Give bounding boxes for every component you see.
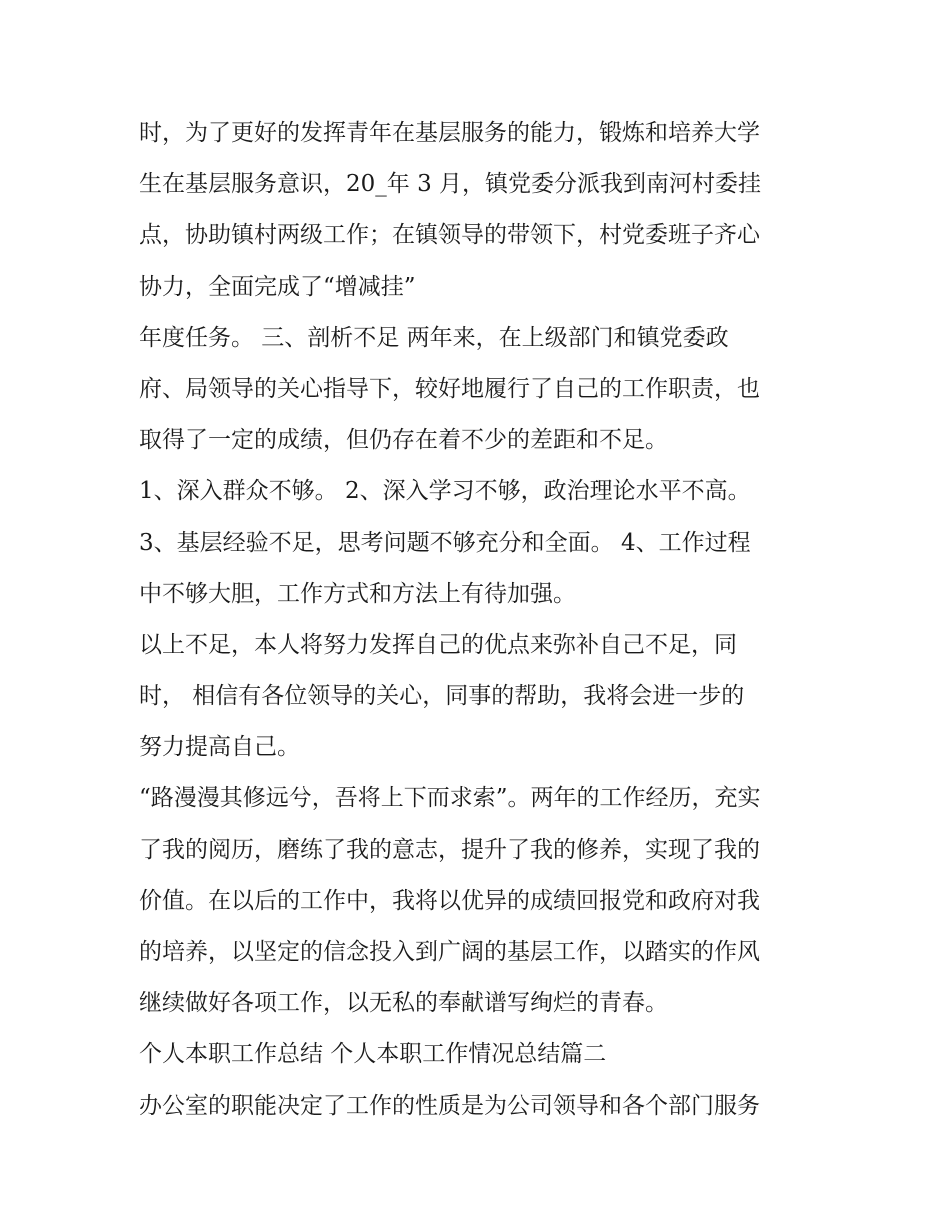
- text-line: 了我的阅历，磨练了我的意志，提升了我的修养，实现了我的: [139, 836, 760, 863]
- text-line: 努力提高自己。: [139, 734, 300, 761]
- text-line: 时，为了更好的发挥青年在基层服务的能力，锻炼和培养大学: [139, 120, 760, 146]
- text-line: 3、基层经验不足，思考问题不够充分和全面。 4、工作过程: [139, 529, 751, 556]
- document-body: [139, 108, 829, 1132]
- text-line: 取得了一定的成绩，但仍存在着不少的差距和不足。: [139, 427, 668, 454]
- text-line: “路漫漫其修远兮，吾将上下而求索”。两年的工作经历，充实: [139, 785, 761, 812]
- text-line: 中不够大胆，工作方式和方法上有待加强。: [139, 580, 576, 607]
- text-line: 1、深入群众不够。 2、深入学习不够，政治理论水平不高。: [139, 478, 751, 505]
- text-line: 以上不足，本人将努力发挥自己的优点来弥补自己不足，同: [139, 631, 737, 658]
- text-line: 协力，全面完成了“增减挂”: [139, 273, 416, 300]
- text-line: 的培养，以坚定的信念投入到广阔的基层工作，以踏实的作风: [139, 939, 760, 965]
- text-line: 府、局领导的关心指导下，较好地履行了自己的工作职责，也: [139, 375, 760, 402]
- text-line: 时， 相信有各位领导的关心，同事的帮助，我将会进一步的: [139, 683, 745, 710]
- section-heading: 个人本职工作总结 个人本职工作情况总结篇二: [139, 1041, 607, 1068]
- text-line: 继续做好各项工作，以无私的奉献谱写绚烂的青春。: [139, 990, 668, 1017]
- text-line: 价值。在以后的工作中，我将以优异的成绩回报党和政府对我: [139, 887, 760, 914]
- text-line: 点，协助镇村两级工作；在镇领导的带领下，村党委班子齐心: [139, 222, 760, 249]
- text-line: 办公室的职能决定了工作的性质是为公司领导和各个部门服务: [139, 1092, 760, 1119]
- text-line: 年度任务。 三、剖析不足 两年来，在上级部门和镇党委政: [139, 324, 729, 351]
- text-line: 生在基层服务意识，20_年 3 月，镇党委分派我到南河村委挂: [139, 171, 762, 198]
